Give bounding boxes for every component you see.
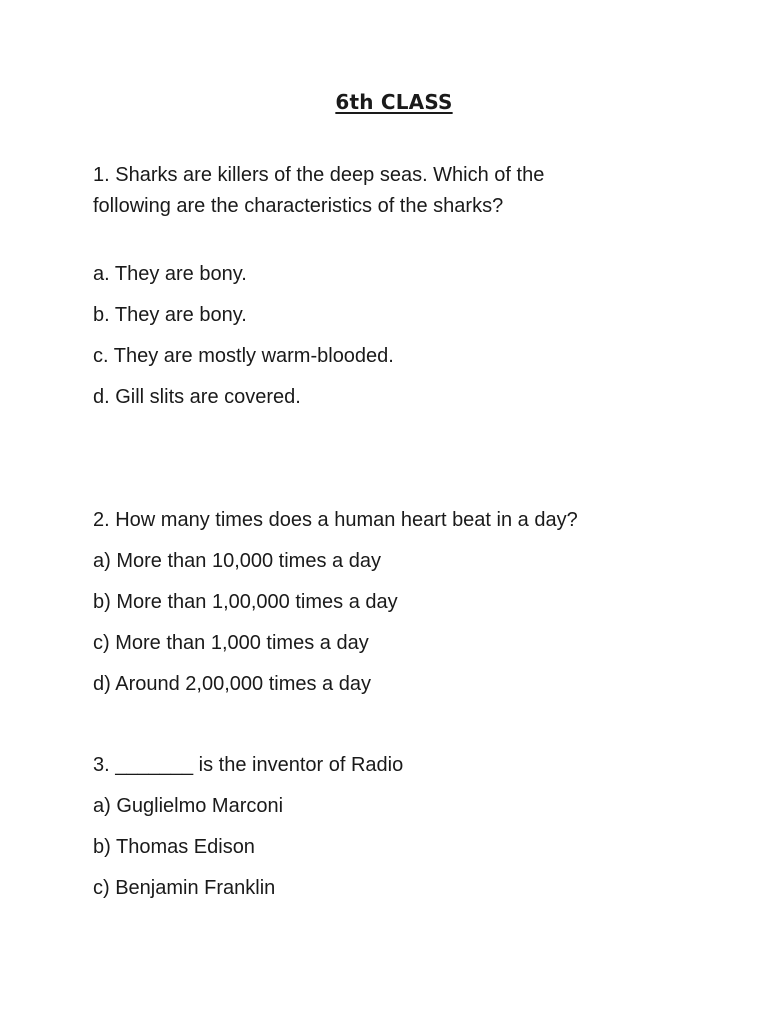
- question-1-option-a: a. They are bony.: [93, 263, 247, 285]
- question-3-option-a: a) Guglielmo Marconi: [93, 795, 284, 817]
- question-2-option-d: d) Around 2,00,000 times a day: [93, 673, 371, 695]
- question-1-option-b: b. They are bony.: [93, 304, 247, 326]
- question-2-option-a: a) More than 10,000 times a day: [93, 550, 381, 572]
- question-3-option-c: c) Benjamin Franklin: [93, 877, 276, 899]
- question-3-text: 3. _______ is the inventor of Radio: [93, 754, 404, 776]
- question-1-text-line-2: following are the characteristics of the sharks?: [93, 195, 504, 217]
- question-1-text-line-1: 1. Sharks are killers of the deep seas. Which of the: [93, 164, 545, 186]
- question-2-text: 2. How many times does a human heart beat in a day?: [93, 509, 578, 531]
- question-2-option-c: c) More than 1,000 times a day: [93, 632, 369, 654]
- question-1-option-c: c. They are mostly warm-blooded.: [93, 345, 394, 367]
- question-3-option-b: b) Thomas Edison: [93, 836, 255, 858]
- question-1-option-d: d. Gill slits are covered.: [93, 386, 301, 408]
- page-title: 6th CLASS: [335, 90, 453, 114]
- question-2-option-b: b) More than 1,00,000 times a day: [93, 591, 398, 613]
